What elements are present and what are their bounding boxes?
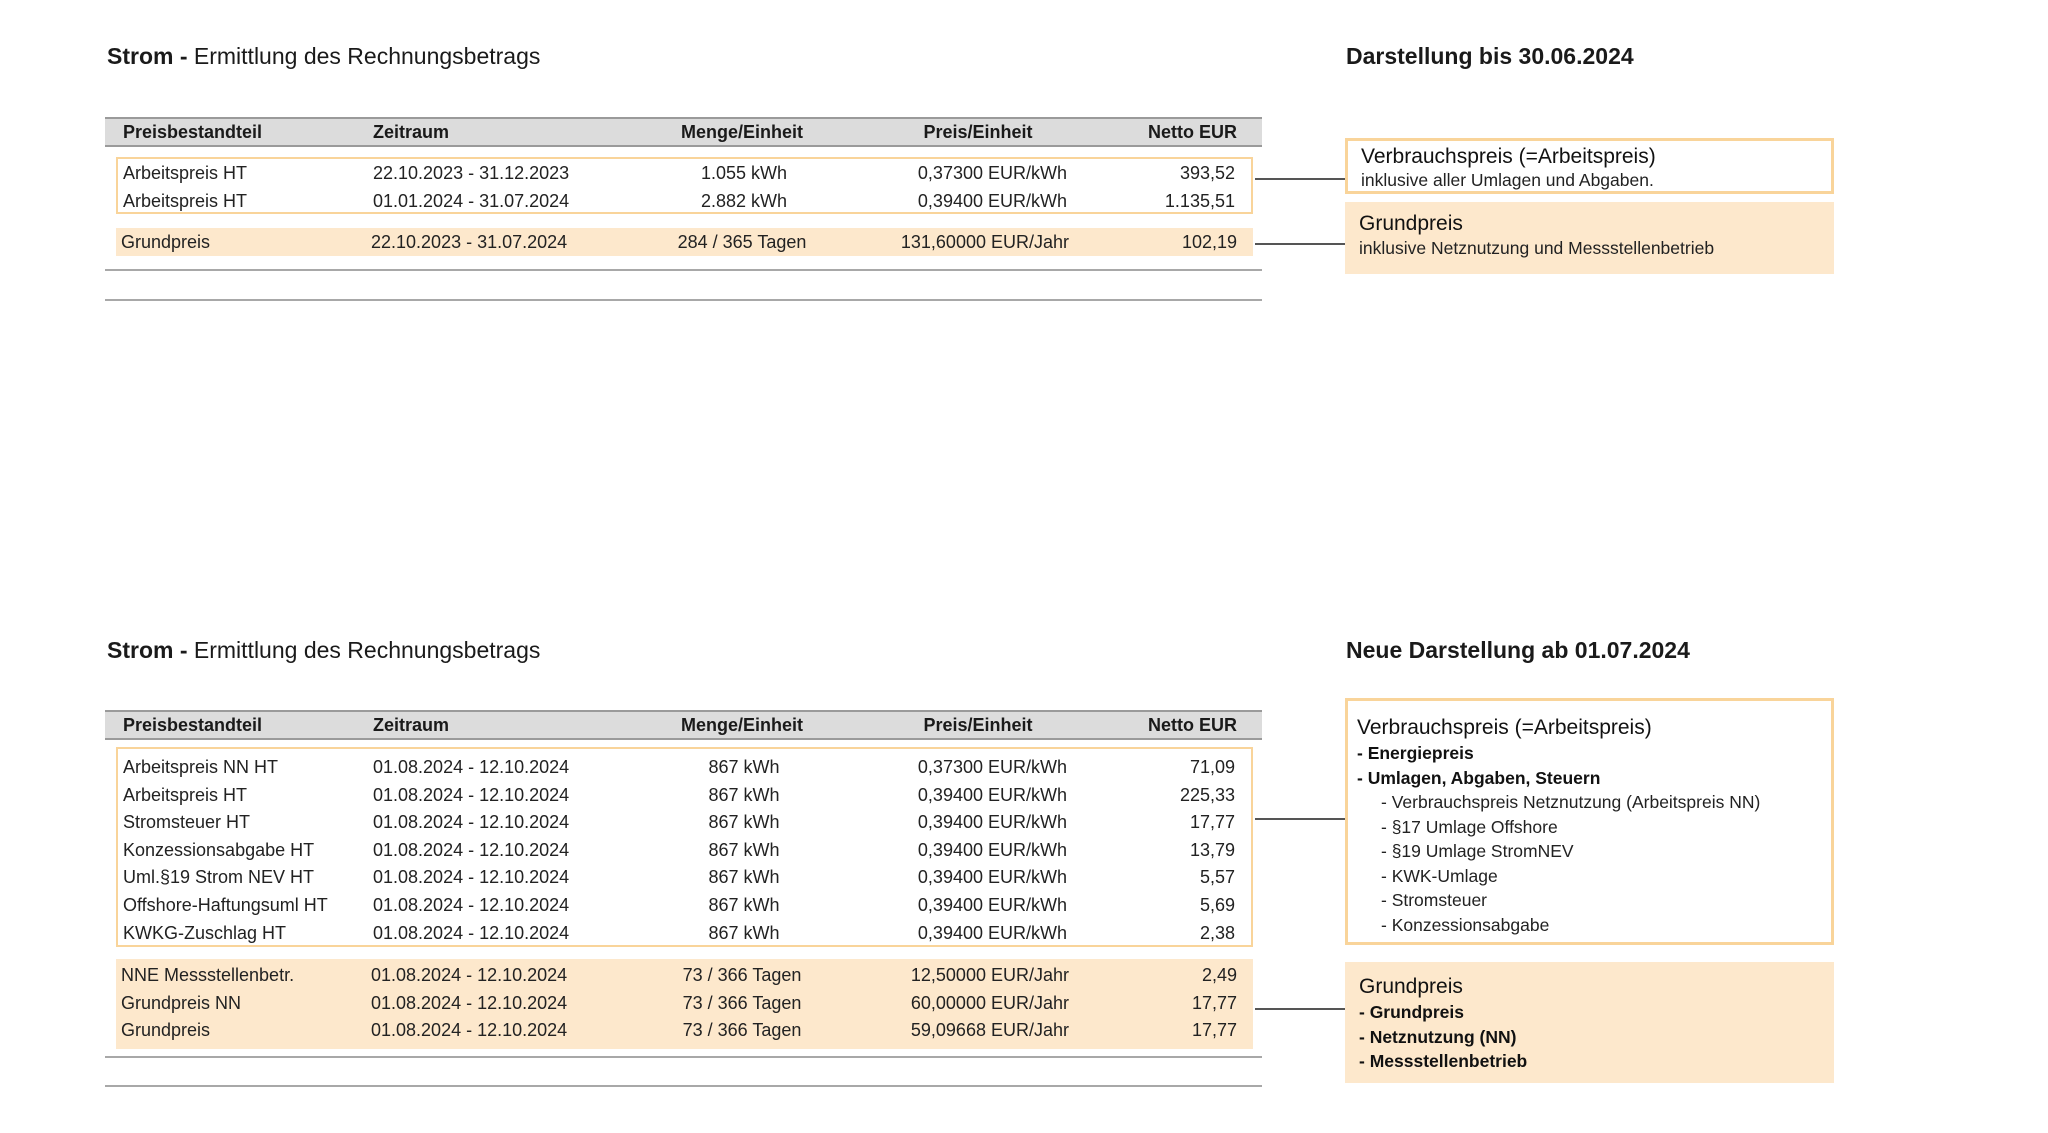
section1-verbrauch-box bbox=[1345, 138, 1834, 194]
cell-menge: 867 kWh bbox=[708, 867, 780, 888]
cell-preis: 0,39400 EUR/kWh bbox=[917, 922, 1067, 943]
grund-box-heading: Grundpreis bbox=[1359, 975, 1463, 998]
cell-bestandteil: Grundpreis bbox=[121, 232, 211, 252]
divider bbox=[105, 299, 1262, 301]
grund-box-subtitle: inklusive Netznutzung und Messstellenbetrieb bbox=[1359, 238, 1715, 258]
box-list-item: - KWK-Umlage bbox=[1381, 865, 1498, 886]
cell-menge: 867 kWh bbox=[708, 757, 780, 777]
cell-zeitraum: 01.08.2024 - 12.10.2024 bbox=[371, 965, 568, 985]
section1-right-title: Darstellung bis 30.06.2024 bbox=[1346, 43, 1634, 69]
cell-zeitraum: 01.08.2024 - 12.10.2024 bbox=[371, 1020, 568, 1040]
cell-menge: 284 / 365 Tagen bbox=[677, 232, 807, 252]
cell-menge: 2.882 kWh bbox=[700, 190, 788, 211]
cell-zeitraum: 01.08.2024 - 12.10.2024 bbox=[373, 757, 570, 777]
cell-netto: 17,77 bbox=[1189, 812, 1235, 833]
section2-title-rest: Ermittlung des Rechnungsbetrags bbox=[187, 637, 541, 663]
header-preis: Preis/Einheit bbox=[923, 715, 1033, 735]
connector-line bbox=[1255, 1008, 1345, 1010]
cell-zeitraum: 01.08.2024 - 12.10.2024 bbox=[373, 922, 570, 943]
cell-netto: 17,77 bbox=[1191, 1020, 1237, 1040]
cell-zeitraum: 01.08.2024 - 12.10.2024 bbox=[373, 867, 570, 888]
cell-bestandteil: Arbeitspreis HT bbox=[123, 190, 248, 211]
cell-menge: 73 / 366 Tagen bbox=[682, 1020, 802, 1040]
box-list-item: - Stromsteuer bbox=[1381, 890, 1487, 910]
header-zeitraum: Zeitraum bbox=[373, 122, 450, 142]
verbrauch-box-heading: Verbrauchspreis (=Arbeitspreis) bbox=[1357, 716, 1652, 739]
connector-line bbox=[1255, 243, 1345, 245]
table-row bbox=[118, 781, 1251, 809]
header-menge: Menge/Einheit bbox=[680, 715, 803, 735]
header-netto: Netto EUR bbox=[1148, 715, 1237, 735]
table-row bbox=[116, 1016, 1253, 1044]
cell-menge: 867 kWh bbox=[708, 839, 780, 860]
cell-preis: 0,39400 EUR/kWh bbox=[917, 867, 1067, 888]
grund-box-items bbox=[1359, 1000, 1834, 1074]
cell-preis: 0,39400 EUR/kWh bbox=[917, 812, 1067, 833]
header-menge: Menge/Einheit bbox=[680, 122, 803, 142]
cell-bestandteil: Uml.§19 Strom NEV HT bbox=[123, 867, 315, 888]
table-row bbox=[118, 159, 1251, 187]
cell-preis: 0,39400 EUR/kWh bbox=[917, 895, 1067, 915]
cell-bestandteil: Grundpreis NN bbox=[121, 992, 242, 1013]
connector-line bbox=[1255, 818, 1345, 820]
cell-menge: 867 kWh bbox=[708, 812, 780, 833]
section2-title bbox=[107, 637, 540, 664]
cell-preis: 0,37300 EUR/kWh bbox=[917, 757, 1067, 777]
cell-netto: 102,19 bbox=[1181, 232, 1237, 252]
cell-bestandteil: Offshore-Haftungsuml HT bbox=[123, 895, 328, 915]
box-list-item: - Energiepreis bbox=[1357, 743, 1474, 763]
section1-grund-box bbox=[1345, 202, 1834, 274]
cell-netto: 17,77 bbox=[1191, 992, 1237, 1013]
cell-zeitraum: 22.10.2023 - 31.07.2024 bbox=[371, 232, 568, 252]
cell-bestandteil: Arbeitspreis HT bbox=[123, 784, 248, 805]
section1-title-rest: Ermittlung des Rechnungsbetrags bbox=[187, 43, 541, 69]
cell-netto: 2,38 bbox=[1199, 922, 1235, 943]
verbrauch-box-heading: Verbrauchspreis (=Arbeitspreis) bbox=[1361, 145, 1656, 168]
box-list-item: - Konzessionsabgabe bbox=[1381, 914, 1550, 935]
table-row bbox=[118, 863, 1251, 891]
header-netto: Netto EUR bbox=[1148, 122, 1237, 142]
grund-box-heading: Grundpreis bbox=[1359, 212, 1463, 235]
cell-zeitraum: 01.01.2024 - 31.07.2024 bbox=[373, 190, 570, 211]
cell-bestandteil: Konzessionsabgabe HT bbox=[123, 839, 315, 860]
cell-bestandteil: Grundpreis bbox=[121, 1020, 211, 1040]
cell-netto: 393,52 bbox=[1179, 163, 1235, 183]
divider bbox=[105, 1056, 1262, 1058]
box-list-item: - Netznutzung (NN) bbox=[1359, 1026, 1517, 1047]
cell-zeitraum: 01.08.2024 - 12.10.2024 bbox=[373, 895, 570, 915]
header-preisbestandteil: Preisbestandteil bbox=[123, 715, 263, 735]
cell-menge: 867 kWh bbox=[708, 895, 780, 915]
table-row bbox=[118, 836, 1251, 864]
cell-preis: 131,60000 EUR/Jahr bbox=[900, 232, 1069, 252]
cell-menge: 867 kWh bbox=[708, 784, 780, 805]
table-row bbox=[116, 228, 1253, 256]
cell-menge: 73 / 366 Tagen bbox=[682, 992, 802, 1013]
header-preisbestandteil: Preisbestandteil bbox=[123, 122, 263, 142]
box-list-item: - Messstellenbetrieb bbox=[1359, 1051, 1528, 1071]
cell-preis: 60,00000 EUR/Jahr bbox=[910, 992, 1069, 1013]
verbrauch-box-subtitle: inklusive aller Umlagen und Abgaben. bbox=[1361, 170, 1654, 190]
cell-zeitraum: 01.08.2024 - 12.10.2024 bbox=[373, 784, 570, 805]
table-row bbox=[116, 989, 1253, 1017]
cell-bestandteil: Stromsteuer HT bbox=[123, 812, 251, 833]
box-list-item: - Grundpreis bbox=[1359, 1002, 1465, 1022]
cell-preis: 12,50000 EUR/Jahr bbox=[910, 965, 1069, 985]
cell-menge: 73 / 366 Tagen bbox=[682, 965, 802, 985]
cell-preis: 0,39400 EUR/kWh bbox=[917, 839, 1067, 860]
cell-preis: 0,39400 EUR/kWh bbox=[917, 784, 1067, 805]
header-zeitraum: Zeitraum bbox=[373, 715, 450, 735]
cell-zeitraum: 01.08.2024 - 12.10.2024 bbox=[373, 839, 570, 860]
section2-right-title: Neue Darstellung ab 01.07.2024 bbox=[1346, 637, 1690, 663]
cell-preis: 0,37300 EUR/kWh bbox=[917, 163, 1067, 183]
divider bbox=[105, 269, 1262, 271]
cell-bestandteil: Arbeitspreis NN HT bbox=[123, 757, 279, 777]
section2-grund-rows bbox=[116, 959, 1253, 1049]
cell-menge: 1.055 kWh bbox=[700, 163, 788, 183]
box-list-item: - §19 Umlage StromNEV bbox=[1381, 841, 1574, 861]
box-list-item: - Verbrauchspreis Netznutzung (Arbeitspreis NN) bbox=[1381, 792, 1761, 812]
section2-title-bold: Strom - bbox=[107, 637, 188, 663]
table-row bbox=[118, 808, 1251, 836]
divider bbox=[105, 1085, 1262, 1087]
cell-bestandteil: KWKG-Zuschlag HT bbox=[123, 922, 287, 943]
cell-netto: 5,57 bbox=[1199, 867, 1235, 888]
cell-netto: 225,33 bbox=[1179, 784, 1235, 805]
section1-table-header bbox=[105, 117, 1262, 147]
cell-preis: 59,09668 EUR/Jahr bbox=[910, 1020, 1069, 1040]
cell-bestandteil: Arbeitspreis HT bbox=[123, 163, 248, 183]
cell-zeitraum: 01.08.2024 - 12.10.2024 bbox=[373, 812, 570, 833]
cell-preis: 0,39400 EUR/kWh bbox=[917, 190, 1067, 211]
cell-bestandteil: NNE Messstellenbetr. bbox=[121, 965, 295, 985]
section1-grund-rows bbox=[116, 228, 1253, 256]
cell-netto: 71,09 bbox=[1189, 757, 1235, 777]
cell-netto: 13,79 bbox=[1189, 839, 1235, 860]
table-row bbox=[118, 891, 1251, 919]
section1-verbrauch-rows bbox=[116, 157, 1253, 214]
box-list-item: - §17 Umlage Offshore bbox=[1381, 816, 1558, 837]
section2-table-header bbox=[105, 710, 1262, 740]
cell-zeitraum: 01.08.2024 - 12.10.2024 bbox=[371, 992, 568, 1013]
table-row bbox=[118, 919, 1251, 947]
box-list-item: - Umlagen, Abgaben, Steuern bbox=[1357, 767, 1601, 788]
table-row bbox=[118, 753, 1251, 781]
section2-verbrauch-rows bbox=[116, 747, 1253, 947]
section2-grund-box bbox=[1345, 962, 1834, 1083]
connector-line bbox=[1255, 178, 1345, 180]
table-row bbox=[118, 187, 1251, 215]
cell-netto: 1.135,51 bbox=[1164, 190, 1235, 211]
section2-verbrauch-box bbox=[1345, 698, 1834, 945]
cell-menge: 867 kWh bbox=[708, 922, 780, 943]
verbrauch-box-items bbox=[1357, 741, 1831, 937]
section1-title bbox=[107, 43, 540, 70]
section1-title-bold: Strom - bbox=[107, 43, 188, 69]
cell-netto: 2,49 bbox=[1201, 965, 1237, 985]
header-preis: Preis/Einheit bbox=[923, 122, 1033, 142]
cell-zeitraum: 22.10.2023 - 31.12.2023 bbox=[373, 163, 570, 183]
cell-netto: 5,69 bbox=[1199, 895, 1235, 915]
table-row bbox=[116, 961, 1253, 989]
